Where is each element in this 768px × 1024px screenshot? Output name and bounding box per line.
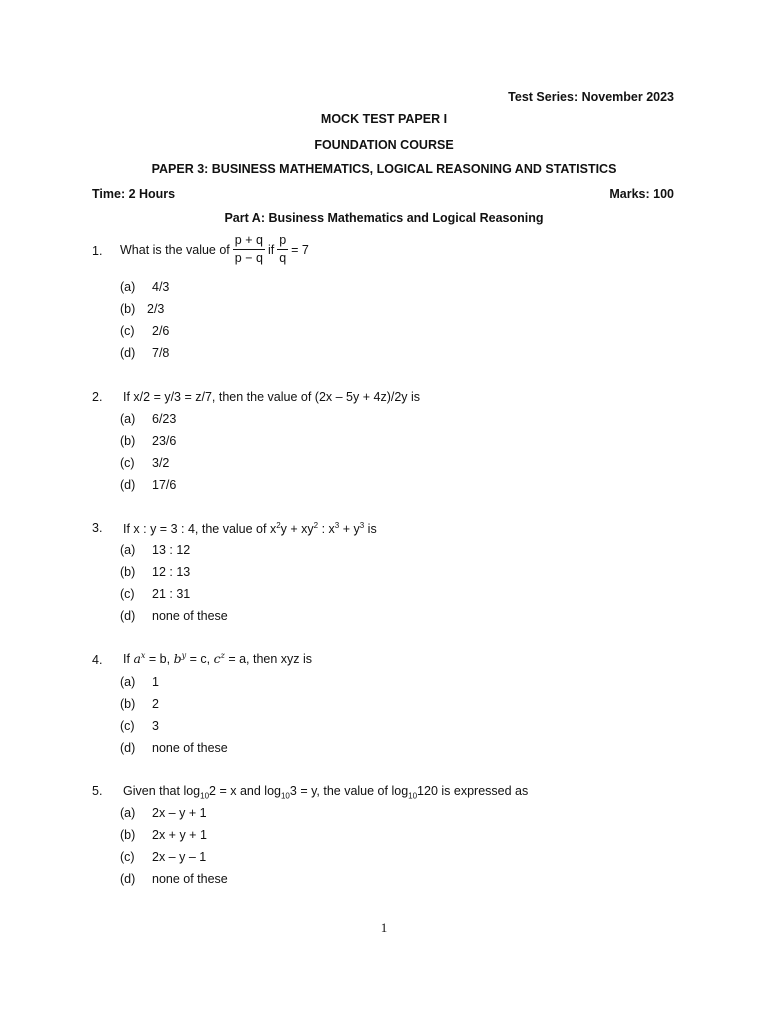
option-a-label: (a) bbox=[120, 675, 136, 689]
option-d-label: (d) bbox=[120, 872, 136, 886]
option-c-value: 2/6 bbox=[152, 324, 170, 338]
option-c-label: (c) bbox=[120, 324, 135, 338]
option-a-label: (a) bbox=[120, 806, 136, 820]
option-d-value: none of these bbox=[152, 872, 228, 886]
course-name: FOUNDATION COURSE bbox=[314, 138, 454, 152]
option-d-label: (d) bbox=[120, 609, 136, 623]
option-c-label: (c) bbox=[120, 587, 135, 601]
option-c-label: (c) bbox=[120, 850, 135, 864]
question-text: If x : y = 3 : 4, the value of $x^2y + xy^2$ : $x^3 + y^3$ is bbox=[123, 521, 377, 537]
option-a-value: 6/23 bbox=[152, 412, 177, 426]
fraction-p-over-q: $\frac{p}{q}$ bbox=[279, 233, 287, 265]
part-heading: Part A: Business Mathematics and Logical Reasoning bbox=[224, 211, 544, 225]
option-b-label: (b) bbox=[120, 302, 136, 316]
option-c-label: (c) bbox=[120, 456, 135, 470]
option-d-label: (d) bbox=[120, 346, 136, 360]
option-a-label: (a) bbox=[120, 280, 136, 294]
option-d-value: none of these bbox=[152, 609, 228, 623]
option-a-value: 13 : 12 bbox=[152, 543, 191, 557]
paper-subject: PAPER 3: BUSINESS MATHEMATICS, LOGICAL REASONING AND STATISTICS bbox=[151, 162, 617, 176]
option-d-label: (d) bbox=[120, 478, 136, 492]
question-number: 5. bbox=[92, 784, 103, 798]
option-b-label: (b) bbox=[120, 565, 136, 579]
total-marks: Marks: 100 bbox=[609, 187, 674, 201]
option-b-label: (b) bbox=[120, 828, 136, 842]
question-text: If x/2 = y/3 = z/7, then the value of (2x – 5y + 4z)/2y is bbox=[123, 390, 421, 404]
option-c-value: 2x – y – 1 bbox=[152, 850, 207, 864]
option-a-label: (a) bbox=[120, 543, 136, 557]
option-a-value: 4/3 bbox=[152, 280, 170, 294]
option-a-value: 2x – y + 1 bbox=[152, 806, 207, 820]
question-number: 4. bbox=[92, 653, 103, 667]
time-limit: Time: 2 Hours bbox=[92, 187, 176, 201]
option-a-value: 1 bbox=[152, 675, 159, 689]
question-number: 1. bbox=[92, 244, 103, 258]
option-a-label: (a) bbox=[120, 412, 136, 426]
option-c-value: 21 : 31 bbox=[152, 587, 191, 601]
fraction-p-plus-q-over-p-minus-q: $\frac{p + q}{p - q}$ bbox=[234, 233, 263, 265]
page-number: 1 bbox=[380, 920, 388, 935]
option-d-value: none of these bbox=[152, 741, 228, 755]
option-b-label: (b) bbox=[120, 697, 136, 711]
question-text: What is the value of $\frac{p + q}{p - q}$ if $\frac{p}{q}$ = 7 bbox=[120, 233, 309, 265]
paper-title: MOCK TEST PAPER I bbox=[320, 112, 448, 126]
question-text: Given that $\log_{10}2 = x$ and $\log_{10}3 = y$, the value of $\log_{10}120$ is expressed as bbox=[123, 784, 529, 801]
option-c-value: 3/2 bbox=[152, 456, 170, 470]
question-text: If $a^x = b$, $b^y = c$, $c^z = a$, then xyz is bbox=[123, 651, 313, 667]
option-d-label: (d) bbox=[120, 741, 136, 755]
option-b-value: 2/3 bbox=[147, 302, 165, 316]
question-number: 2. bbox=[92, 390, 103, 404]
option-c-label: (c) bbox=[120, 719, 135, 733]
option-b-value: 2 bbox=[152, 697, 159, 711]
option-d-value: 17/6 bbox=[152, 478, 177, 492]
question-number: 3. bbox=[92, 521, 103, 535]
option-b-label: (b) bbox=[120, 434, 136, 448]
option-b-value: 2x + y + 1 bbox=[152, 828, 207, 842]
option-d-value: 7/8 bbox=[152, 346, 170, 360]
option-c-value: 3 bbox=[152, 719, 159, 733]
option-b-value: 23/6 bbox=[152, 434, 177, 448]
test-series: Test Series: November 2023 bbox=[508, 90, 674, 104]
option-b-value: 12 : 13 bbox=[152, 565, 191, 579]
question-prefix: What is the value of bbox=[120, 242, 230, 257]
